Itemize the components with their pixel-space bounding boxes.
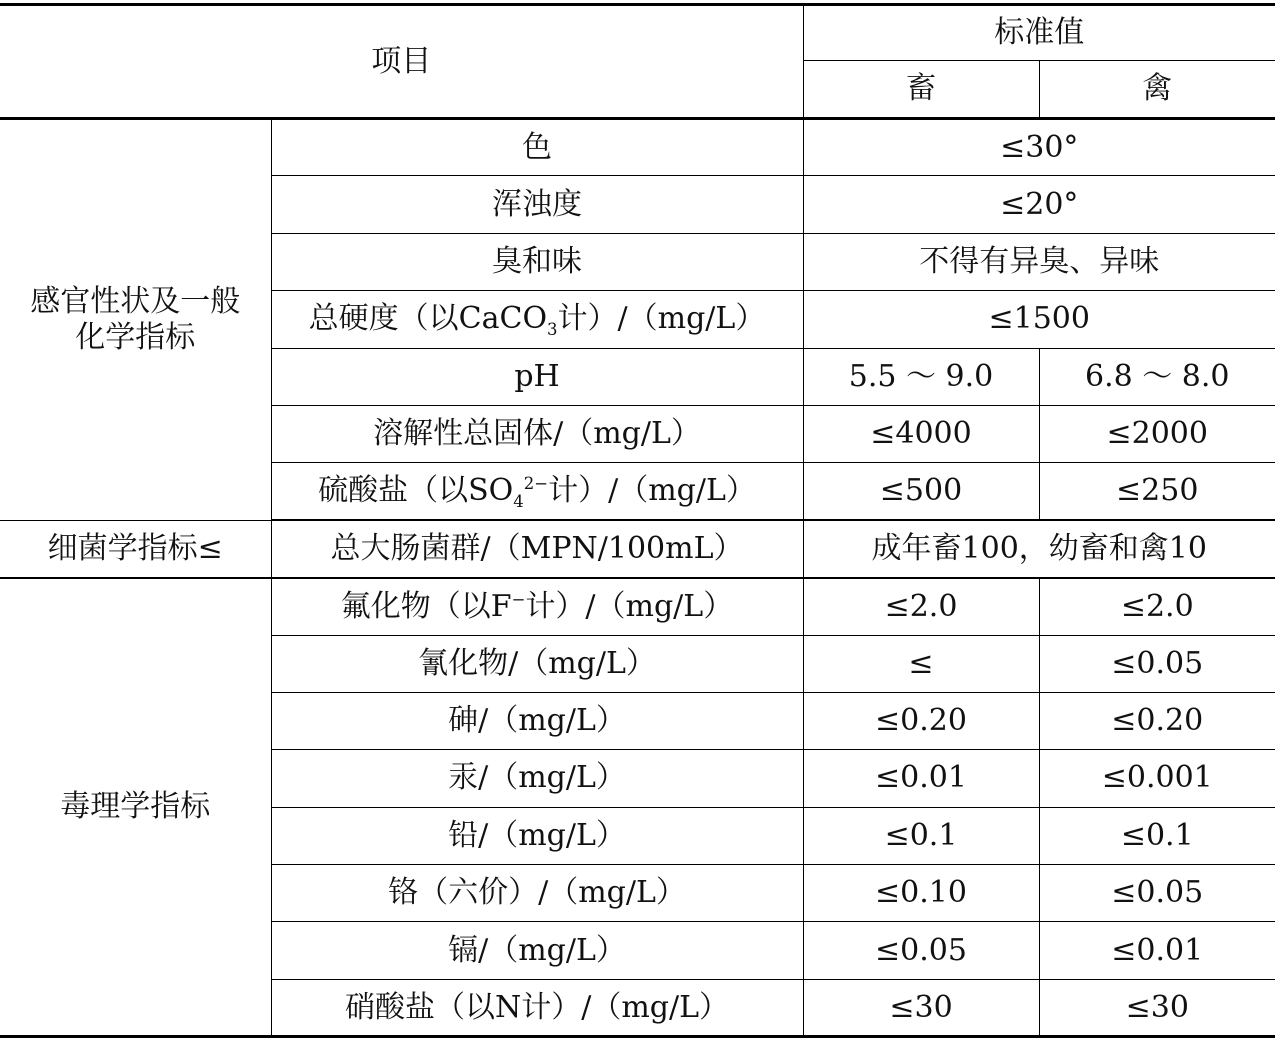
- item-text: 氟化物（以F: [340, 588, 512, 624]
- livestock-value-cell: ≤500: [803, 463, 1039, 520]
- livestock-value-cell: ≤0.10: [803, 865, 1039, 922]
- item-cell: 铅/（mg/L）: [271, 807, 803, 864]
- item-cell: 总大肠菌群/（MPN/100mL）: [271, 520, 803, 577]
- livestock-value-cell: ≤: [803, 635, 1039, 692]
- item-text: 计）/（mg/L）: [525, 588, 734, 624]
- merged-value-cell: 成年畜100，幼畜和禽10: [803, 520, 1275, 577]
- table-row: [0, 578, 1275, 635]
- item-cell: 砷/（mg/L）: [271, 692, 803, 749]
- subscript: 4: [513, 492, 524, 512]
- item-text: 计）/（mg/L）: [548, 473, 756, 509]
- poultry-value-cell: ≤0.20: [1039, 692, 1275, 749]
- merged-value-cell: 不得有异臭、异味: [803, 233, 1275, 290]
- poultry-value-cell: ≤0.1: [1039, 807, 1275, 864]
- item-cell: 色: [271, 119, 803, 176]
- table-row: [0, 520, 1275, 577]
- item-cell: [271, 291, 803, 348]
- category-cell: 感官性状及一般化学指标: [0, 119, 271, 521]
- item-cell: 溶解性总固体/（mg/L）: [271, 405, 803, 462]
- superscript: −: [511, 589, 526, 609]
- poultry-value-cell: ≤2.0: [1039, 578, 1275, 635]
- livestock-value-cell: ≤4000: [803, 405, 1039, 462]
- poultry-value-cell: ≤2000: [1039, 405, 1275, 462]
- livestock-value-cell: 5.5 ～ 9.0: [803, 348, 1039, 405]
- item-cell: 氰化物/（mg/L）: [271, 635, 803, 692]
- subscript: 3: [547, 320, 558, 340]
- merged-value-cell: ≤30°: [803, 119, 1275, 176]
- livestock-value-cell: ≤0.1: [803, 807, 1039, 864]
- item-cell: 硝酸盐（以N计）/（mg/L）: [271, 979, 803, 1036]
- item-text: 计）/（mg/L）: [557, 301, 766, 337]
- header-poultry: 禽: [1039, 61, 1275, 119]
- poultry-value-cell: ≤0.001: [1039, 750, 1275, 807]
- item-text: 硫酸盐（以SO: [318, 473, 514, 509]
- item-cell: 浑浊度: [271, 176, 803, 233]
- item-cell: 镉/（mg/L）: [271, 922, 803, 979]
- item-cell: pH: [271, 348, 803, 405]
- category-cell: 细菌学指标≤: [0, 520, 271, 577]
- header-standard-value: 标准值: [803, 5, 1275, 61]
- livestock-value-cell: ≤30: [803, 979, 1039, 1036]
- livestock-value-cell: ≤0.05: [803, 922, 1039, 979]
- item-cell: 臭和味: [271, 233, 803, 290]
- poultry-value-cell: ≤0.05: [1039, 865, 1275, 922]
- water-quality-standards-table: [0, 3, 1275, 1038]
- item-cell: 汞/（mg/L）: [271, 750, 803, 807]
- poultry-value-cell: ≤250: [1039, 463, 1275, 520]
- poultry-value-cell: ≤0.01: [1039, 922, 1275, 979]
- item-cell: [271, 463, 803, 520]
- livestock-value-cell: ≤0.20: [803, 692, 1039, 749]
- poultry-value-cell: ≤30: [1039, 979, 1275, 1036]
- header-row-1: [0, 5, 1275, 61]
- table-row: [0, 119, 1275, 176]
- merged-value-cell: ≤1500: [803, 291, 1275, 348]
- livestock-value-cell: ≤0.01: [803, 750, 1039, 807]
- header-livestock: 畜: [803, 61, 1039, 119]
- merged-value-cell: ≤20°: [803, 176, 1275, 233]
- category-cell: 毒理学指标: [0, 578, 271, 1037]
- header-item: 项目: [0, 5, 803, 119]
- item-cell: [271, 578, 803, 635]
- superscript: 2−: [523, 474, 549, 494]
- poultry-value-cell: 6.8 ～ 8.0: [1039, 348, 1275, 405]
- item-text: 总硬度（以CaCO: [308, 301, 548, 337]
- livestock-value-cell: ≤2.0: [803, 578, 1039, 635]
- item-cell: 铬（六价）/（mg/L）: [271, 865, 803, 922]
- poultry-value-cell: ≤0.05: [1039, 635, 1275, 692]
